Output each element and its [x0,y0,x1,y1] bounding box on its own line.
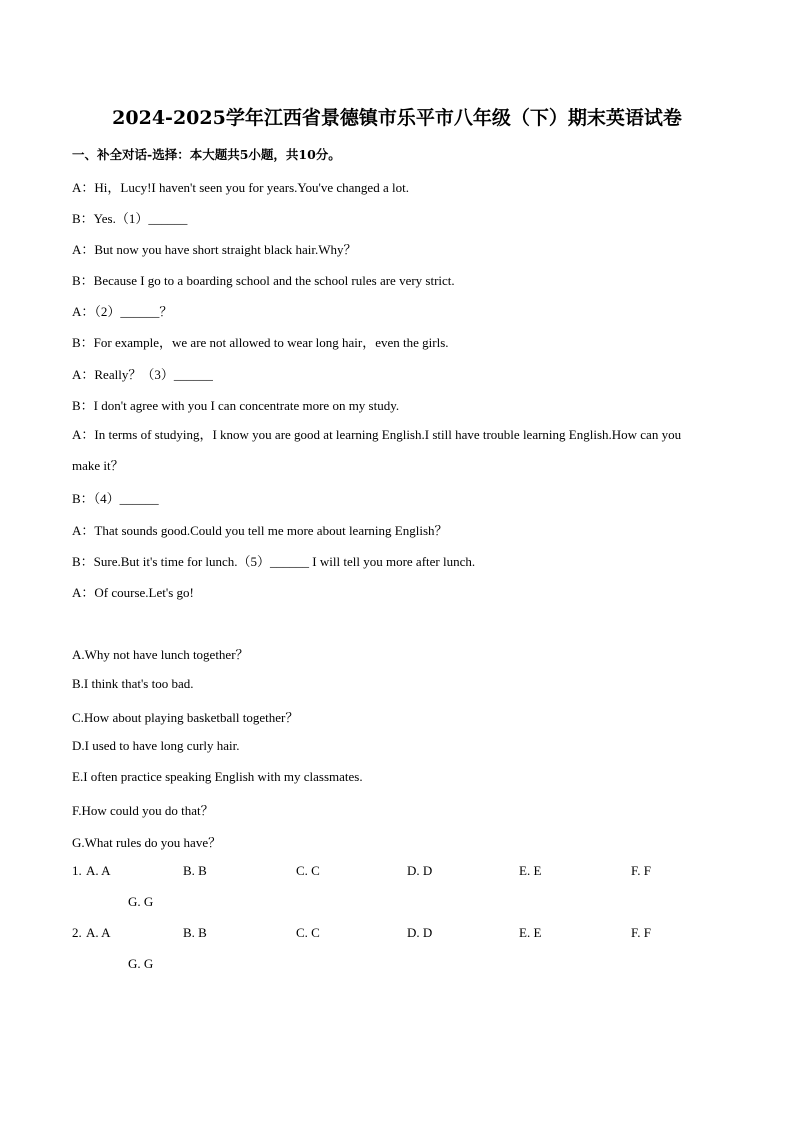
option-d[interactable]: D. D [407,925,433,940]
option-a[interactable]: A. A [86,925,111,940]
question-row-continued [72,956,732,974]
option-b[interactable]: B. B [183,863,207,878]
question-row [72,863,732,881]
choice-item: C.How about playing basketball together？ [72,710,299,725]
dialogue-line: A：In terms of studying，I know you are good at learning English.I still have trouble learning English.How can you make it？ [72,427,682,473]
option-g[interactable]: G. G [128,956,154,971]
section-heading: 一、补全对话-选择：本大题共5小题，共10分。 [72,147,341,162]
dialogue-line: B：Because I go to a boarding school and the school rules are very strict. [72,273,455,288]
dialogue-line: A：Hi，Lucy!I haven't seen you for years.You've changed a lot. [72,180,409,195]
page-title: 2024-2025学年江西省景德镇市乐平市八年级（下）期末英语试卷 [112,107,682,129]
option-c[interactable]: C. C [296,925,320,940]
option-b[interactable]: B. B [183,925,207,940]
option-d[interactable]: D. D [407,863,433,878]
option-f[interactable]: F. F [631,863,651,878]
question-number: 1. [72,863,82,878]
option-e[interactable]: E. E [519,863,542,878]
dialogue-line: B：（4）______ [72,491,159,506]
dialogue-line: A：That sounds good.Could you tell me more about learning English？ [72,523,448,538]
choice-item: D.I used to have long curly hair. [72,738,240,753]
option-g[interactable]: G. G [128,894,154,909]
dialogue-line: B：Yes.（1）______ [72,211,188,226]
dialogue-line: B：Sure.But it's time for lunch.（5）______ I will tell you more after lunch. [72,554,476,569]
dialogue-line: B：For example，we are not allowed to wear long hair，even the girls. [72,335,449,350]
choice-item: E.I often practice speaking English with my classmates. [72,769,363,784]
option-f[interactable]: F. F [631,925,651,940]
question-row [72,925,732,943]
question-row-continued [72,894,732,912]
option-c[interactable]: C. C [296,863,320,878]
dialogue-line: A：Of course.Let's go! [72,585,194,600]
choice-item: B.I think that's too bad. [72,676,194,691]
choice-item: A.Why not have lunch together？ [72,647,249,662]
dialogue-line: A：（2）______？ [72,304,173,319]
choice-item: F.How could you do that？ [72,803,214,818]
option-a[interactable]: A. A [86,863,111,878]
dialogue-line: A：Really？（3）______ [72,367,213,382]
dialogue-line: B：I don't agree with you I can concentrate more on my study. [72,398,400,413]
choice-item: G.What rules do you have？ [72,835,222,850]
question-number: 2. [72,925,82,940]
dialogue-line: A：But now you have short straight black hair.Why？ [72,242,357,257]
option-e[interactable]: E. E [519,925,542,940]
